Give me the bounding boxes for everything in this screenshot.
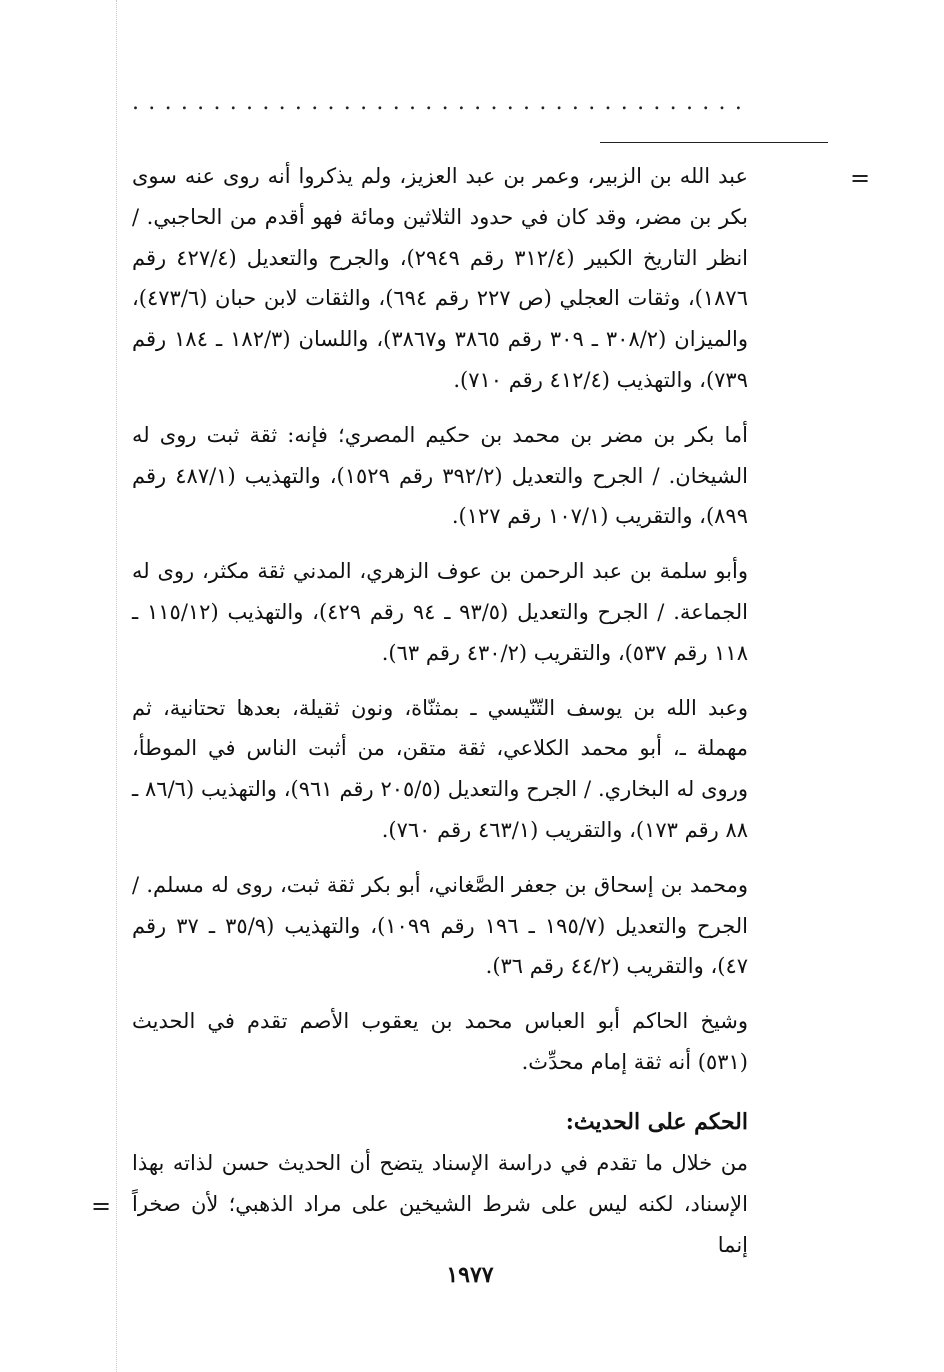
continuation-mark-bottom: =	[91, 1192, 112, 1220]
margin-guide-line	[116, 0, 117, 1372]
footnote-paragraph: ومحمد بن إسحاق بن جعفر الصَّغاني، أبو بكر ثقة ثبت، روى له مسلم. / الجرح والتعديل (١٩٥/٧ ـ ١٩٦ رقم ١٠٩٩)، والتهذيب (٣٥/٩ ـ ٣٧ رقم ٤٧)، والتقريب (٤٤/٢ رقم ٣٦).	[132, 872, 748, 979]
section-heading: الحكم على الحديث:	[565, 1109, 748, 1135]
footnotes-block	[132, 156, 748, 1097]
footnote-paragraph: أما بكر بن مضر بن محمد بن حكيم المصري؛ فإنه: ثقة ثبت روى له الشيخان. / الجرح والتعديل (٣٩٢/٢ رقم ١٥٢٩)، والتهذيب (٤٨٧/١ رقم ٨٩٩)، والتقريب (١٠٧/١ رقم ١٢٧).	[132, 422, 748, 529]
footnote-paragraph: وأبو سلمة بن عبد الرحمن بن عوف الزهري، المدني ثقة مكثر، روى له الجماعة. / الجرح والتعديل (٩٣/٥ ـ ٩٤ رقم ٤٢٩)، والتهذيب (١١٥/١٢ ـ ١١٨ رقم ٥٣٧)، والتقريب (٤٣٠/٢ رقم ٦٣).	[132, 559, 748, 665]
continuation-mark-top: =	[850, 164, 871, 192]
footnote-rule	[600, 142, 828, 143]
footnote-paragraph: عبد الله بن الزبير، وعمر بن عبد العزيز، ولم يذكروا أنه روى عنه سوى بكر بن مضر، وقد كان في حدود الثلاثين ومائة فهو أقدم من الحاجبي. / انظر التاريخ الكبير (٣١٢/٤ رقم ٢٩٤٩)، والجرح والتعديل (٤٢٧/٤ رقم ١٨٧٦)، وثقات العجلي (ص ٢٢٧ رقم ٦٩٤)، والثقات لابن حبان (٤٧٣/٦)، والميزان (٣٠٨/٢ ـ ٣٠٩ رقم ٣٨٦٥ و٣٨٦٧)، واللسان (١٨٢/٣ ـ ١٨٤ رقم ٧٣٩)، والتهذيب (٤١٢/٤ رقم ٧١٠).	[132, 164, 749, 392]
page-number: ١٩٧٧	[446, 1262, 494, 1288]
separator-dots: ......................................	[132, 92, 752, 114]
footnote-paragraph: وعبد الله بن يوسف التّنّيسي ـ بمثنّاة، ونون ثقيلة، بعدها تحتانية، ثم مهملة ـ، أبو محمد الكلاعي، ثقة متقن، من أثبت الناس في الموطأ، وروى له البخاري. / الجرح والتعديل (٢٠٥/٥ رقم ٩٦١)، والتهذيب (٨٦/٦ ـ ٨٨ رقم ١٧٣)، والتقريب (٤٦٣/١ رقم ٧٦٠).	[132, 695, 748, 842]
body-paragraph: من خلال ما تقدم في دراسة الإسناد يتضح أن الحديث حسن لذاته بهذا الإسناد، لكنه ليس على شرط الشيخين على مراد الذهبي؛ لأن صخراً إنما	[132, 1151, 748, 1257]
footnote-paragraph: وشيخ الحاكم أبو العباس محمد بن يعقوب الأصم تقدم في الحديث (٥٣١) أنه ثقة إمام محدِّث.	[132, 1009, 748, 1074]
